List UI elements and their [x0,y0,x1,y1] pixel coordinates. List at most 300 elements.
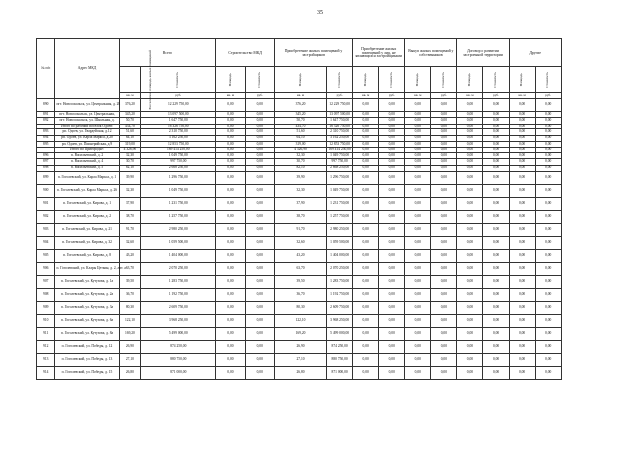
cell-construction-cost: 0,00 [245,210,274,223]
cell-total-cost: 2 980 250,00 [141,223,216,236]
cell-buyout-cost: 0,00 [431,118,457,124]
cell-total-area: 169,20 [119,327,141,340]
row-number: 909 [37,301,55,314]
group-header-construction: Строительство МКД [216,39,275,67]
cell-buyout-area: 0,00 [405,129,431,135]
cell-non-developer-cost: 0,00 [379,353,405,366]
cell-other-area: 0,00 [509,135,535,141]
row-number: 890 [37,99,55,112]
cell-construction-area: 0,00 [216,124,245,129]
cell-contract-cost: 0,00 [483,327,509,340]
table-row [37,236,614,249]
cell-construction-area: 0,00 [216,262,245,275]
cell-contract-area: 0,00 [457,288,483,301]
cell-buyout-area: 0,00 [405,340,431,353]
cell-other-area: 0,00 [509,262,535,275]
cell-developer-area: 376,20 [274,99,326,112]
cell-contract-area: 0,00 [457,148,483,153]
table-row [37,249,614,262]
cell-buyout-area: 0,00 [405,288,431,301]
cell-non-developer-cost: 0,00 [379,99,405,112]
cell-total-cost: 12 229 750,00 [141,99,216,112]
cell-contract-cost: 0,00 [483,314,509,327]
cell-construction-cost: 0,00 [245,340,274,353]
cell-buyout-cost: 0,00 [431,314,457,327]
cell-construction-cost: 0,00 [245,301,274,314]
cell-buyout-cost: 0,00 [431,135,457,141]
cell-total-cost: 1 404 000,00 [141,249,216,262]
cell-other-cost: 0,00 [535,210,561,223]
cell-other-cost: 0,00 [535,112,561,118]
cell-non-developer-area: 0,00 [353,184,379,197]
row-address: пгт. Новосокольск, ул. Школьная, д. [55,118,119,124]
cell-contract-cost: 0,00 [483,124,509,129]
cell-other-cost: 0,00 [535,171,561,184]
cell-buyout-area: 0,00 [405,159,431,165]
cell-non-developer-area: 0,00 [353,153,379,159]
row-number: 900 [37,184,55,197]
cell-other-cost: 0,00 [535,301,561,314]
cell-non-developer-area: 0,00 [353,236,379,249]
housing-register-table [36,38,614,380]
cell-construction-cost: 0,00 [245,262,274,275]
row-address: п. Васильевский, д. 5 [55,165,119,171]
cell-construction-cost: 0,00 [245,275,274,288]
cell-construction-area: 0,00 [216,171,245,184]
sub-header-area: Площадь [457,67,483,93]
cell-developer-area: 26,80 [274,366,326,379]
cell-contract-cost: 0,00 [483,301,509,314]
cell-construction-cost: 0,00 [245,197,274,210]
cell-developer-cost: 1 192 750,00 [327,288,353,301]
cell-construction-cost: 0,00 [245,112,274,118]
cell-buyout-cost: 0,00 [431,99,457,112]
cell-total-cost: 3 162 250,00 [141,135,216,141]
cell-construction-cost: 0,00 [245,99,274,112]
table-row [37,210,614,223]
cell-buyout-cost: 0,00 [431,366,457,379]
cell-contract-area: 0,00 [457,159,483,165]
cell-contract-area: 0,00 [457,262,483,275]
cell-non-developer-cost: 0,00 [379,159,405,165]
cell-contract-area: 0,00 [457,353,483,366]
cell-non-developer-area: 0,00 [353,301,379,314]
group-header-development-contract: Договор о развитии застроенной территории [457,39,509,67]
cell-non-developer-cost: 0,00 [379,314,405,327]
cell-other-cost: 0,00 [535,118,561,124]
cell-contract-cost: 0,00 [483,99,509,112]
cell-total-area: 36,70 [119,288,141,301]
cell-other-cost: 0,00 [535,353,561,366]
table-row [37,366,614,379]
cell-other-cost: 0,00 [535,148,561,153]
cell-construction-cost: 0,00 [245,153,274,159]
row-address: пгт. Новосокольск, ул. Центральная, [55,112,119,118]
cell-buyout-cost: 0,00 [431,223,457,236]
cell-other-area: 0,00 [509,197,535,210]
row-number: 904 [37,236,55,249]
row-address: п. Гоголевский, ул. Клары Цеткин, д. 2, лит. а [55,262,119,275]
unit-sqm: кв. м [457,93,483,99]
cell-non-developer-area: 0,00 [353,327,379,340]
table-row [37,275,614,288]
cell-contract-area: 0,00 [457,223,483,236]
row-number: 893 [37,129,55,135]
cell-buyout-cost: 0,00 [431,129,457,135]
table-row [37,353,614,366]
cell-developer-cost: 2 310 750,00 [327,129,353,135]
cell-buyout-cost: 0,00 [431,153,457,159]
cell-total-cost: 1 192 750,00 [141,288,216,301]
row-number: 898 [37,165,55,171]
cell-developer-area: 122,10 [274,314,326,327]
cell-contract-area: 0,00 [457,141,483,147]
cell-non-developer-cost: 0,00 [379,165,405,171]
cell-contract-cost: 0,00 [483,288,509,301]
cell-contract-cost: 0,00 [483,112,509,118]
cell-buyout-area: 0,00 [405,184,431,197]
cell-developer-area: 43,20 [274,249,326,262]
cell-contract-cost: 0,00 [483,223,509,236]
cell-other-cost: 0,00 [535,314,561,327]
row-address: п. Гоголевский, ул. Кутузова, д. 1а [55,275,119,288]
cell-non-developer-cost: 0,00 [379,275,405,288]
group-header-buyout: Выкуп жилых помещений у собственников [405,39,457,67]
table-row [37,340,614,353]
cell-non-developer-area: 0,00 [353,366,379,379]
cell-other-area: 0,00 [509,275,535,288]
cell-construction-area: 0,00 [216,118,245,124]
sub-header-cost: Стоимость [483,67,509,93]
cell-non-developer-cost: 0,00 [379,223,405,236]
cell-other-area: 0,00 [509,141,535,147]
cell-buyout-area: 0,00 [405,118,431,124]
row-address: п. Гоголевский, ул. Победы, д. 13 [55,353,119,366]
cell-total-area: 39,50 [119,275,141,288]
cell-buyout-cost: 0,00 [431,184,457,197]
cell-contract-area: 0,00 [457,314,483,327]
group-header-total: Всего [119,39,216,67]
cell-total-area: 32,60 [119,236,141,249]
cell-total-area: 43,20 [119,249,141,262]
cell-construction-area: 0,00 [216,99,245,112]
cell-construction-cost: 0,00 [245,314,274,327]
cell-total-area: 63,70 [119,262,141,275]
cell-developer-cost: 1 647 750,00 [327,118,353,124]
cell-buyout-cost: 0,00 [431,249,457,262]
row-number: 899 [37,171,55,184]
cell-contract-area: 0,00 [457,135,483,141]
cell-construction-area: 0,00 [216,353,245,366]
cell-non-developer-cost: 0,00 [379,171,405,184]
row-address: п. Гоголевский, ул. Победы, д. 15 [55,366,119,379]
cell-developer-area: 169,20 [274,327,326,340]
col-header-num: № п/п [37,39,55,99]
sub-header-area: Площадь [405,67,431,93]
row-address: рп. Одоев, ул. Карла Маркса, д.20 [55,135,119,141]
unit-sqm: кв. м [216,93,245,99]
unit-sqm: кв. м [509,93,535,99]
cell-non-developer-cost: 0,00 [379,366,405,379]
cell-other-cost: 0,00 [535,184,561,197]
cell-buyout-area: 0,00 [405,165,431,171]
table-row [37,99,614,112]
sub-header-area: Площадь [353,67,379,93]
row-number: 896 [37,153,55,159]
cell-total-area: 122,10 [119,314,141,327]
cell-developer-cost: 874 250,00 [327,340,353,353]
cell-non-developer-area: 0,00 [353,135,379,141]
cell-construction-area: 0,00 [216,327,245,340]
row-address: Итого по Пригородье: [55,148,119,153]
row-address: п. Гоголевский, ул. Кирова, д. 21 [55,223,119,236]
cell-construction-cost: 0,00 [245,129,274,135]
cell-non-developer-area: 0,00 [353,99,379,112]
cell-other-cost: 0,00 [535,249,561,262]
cell-non-developer-area: 0,00 [353,288,379,301]
row-number: 912 [37,340,55,353]
row-number: 895 [37,141,55,147]
cell-non-developer-area: 0,00 [353,141,379,147]
cell-construction-cost: 0,00 [245,249,274,262]
group-header-acquisition-developers: Приобретение жилых помещений у застройщиков [274,39,352,67]
unit-sqm: кв. м [274,93,326,99]
cell-developer-area: 38,70 [274,210,326,223]
table-row [37,301,614,314]
cell-construction-area: 0,00 [216,197,245,210]
cell-developer-cost: 2 668 250,00 [327,165,353,171]
cell-total-area: 26,80 [119,366,141,379]
cell-developer-cost: 2 070 250,00 [327,262,353,275]
cell-other-area: 0,00 [509,301,535,314]
row-address: Итого по рабочий поселок Одоев: [55,124,119,129]
cell-non-developer-area: 0,00 [353,275,379,288]
cell-developer-cost: 5 499 000,00 [327,327,353,340]
unit-rub: руб. [141,93,216,99]
cell-contract-cost: 0,00 [483,340,509,353]
row-number: 908 [37,288,55,301]
cell-non-developer-cost: 0,00 [379,118,405,124]
cell-total-cost: 2 310 750,00 [141,129,216,135]
row-number: 905 [37,249,55,262]
row-address: п. Гоголевский, ул. Карла Маркса, д. 1 [55,171,119,184]
cell-developer-cost: 169 414 250,00 [328,147,351,152]
cell-total-area: 38,70 [119,210,141,223]
cell-total-cost: 1 231 750,00 [141,197,216,210]
row-address: п. Гоголевский, ул. Кутузова, д. 8а [55,327,119,340]
cell-other-cost: 0,00 [535,288,561,301]
cell-other-cost: 0,00 [535,159,561,165]
cell-buyout-area: 0,00 [405,366,431,379]
cell-total-area: 4 326,90 [119,148,141,153]
cell-construction-cost: 0,00 [245,159,274,165]
cell-non-developer-area: 0,00 [353,210,379,223]
cell-other-area: 0,00 [509,165,535,171]
cell-contract-area: 0,00 [457,171,483,184]
cell-developer-cost: 1 231 750,00 [327,197,353,210]
cell-other-cost: 0,00 [535,327,561,340]
cell-contract-area: 0,00 [457,366,483,379]
row-address: п. Гоголевский, ул. Кирова, д. 1 [55,197,119,210]
cell-buyout-area: 0,00 [405,171,431,184]
cell-buyout-cost: 0,00 [431,112,457,118]
cell-contract-cost: 0,00 [483,171,509,184]
row-number: 906 [37,262,55,275]
sub-header-area: Площадь [509,67,535,93]
cell-total-cost: 1 283 750,00 [141,275,216,288]
cell-total-cost: 2 668 250,00 [141,165,216,171]
cell-contract-area: 0,00 [457,153,483,159]
cell-construction-cost: 0,00 [245,327,274,340]
cell-contract-cost: 0,00 [483,210,509,223]
cell-construction-area: 0,00 [216,159,245,165]
cell-non-developer-area: 0,00 [353,159,379,165]
sub-header-settled-area: Расселяемая площадь жилых помещений [119,67,141,93]
cell-total-cost: 1 647 750,00 [141,118,216,124]
cell-construction-area: 0,00 [216,129,245,135]
cell-non-developer-cost: 0,00 [379,288,405,301]
cell-other-area: 0,00 [509,99,535,112]
cell-non-developer-area: 0,00 [353,197,379,210]
row-number: 907 [37,275,55,288]
cell-developer-cost: 13 097 500,00 [327,112,353,118]
col-header-address: Адрес МКД [55,39,119,99]
cell-developer-cost: 3 968 250,00 [327,314,353,327]
row-address: п. Гоголевский, ул. Карла Маркса, д. 26 [55,184,119,197]
row-address: п. Гоголевский, ул. Победы, д. 12 [55,340,119,353]
cell-construction-cost: 0,00 [245,184,274,197]
cell-buyout-area: 0,00 [405,262,431,275]
cell-total-area: 376,20 [119,99,141,112]
table-row [37,171,614,184]
cell-other-cost: 0,00 [535,197,561,210]
cell-non-developer-cost: 0,00 [379,301,405,314]
cell-contract-cost: 0,00 [483,184,509,197]
cell-developer-area: 30,70 [274,159,326,165]
cell-construction-area: 0,00 [216,301,245,314]
cell-total-area: 51,60 [119,129,141,135]
cell-construction-cost: 0,00 [245,223,274,236]
unit-sqm: кв. м [353,93,379,99]
cell-total-area: 64,10 [119,135,141,141]
sub-header-cost: Стоимость [141,67,216,93]
unit-rub: руб. [431,93,457,99]
cell-developer-cost: 12 229 750,00 [327,99,353,112]
cell-buyout-area: 0,00 [405,314,431,327]
cell-buyout-cost: 0,00 [431,340,457,353]
cell-contract-cost: 0,00 [483,197,509,210]
cell-developer-area: 27,10 [274,353,326,366]
cell-other-area: 0,00 [509,148,535,153]
cell-non-developer-area: 0,00 [353,124,379,129]
unit-rub: руб. [327,93,353,99]
cell-construction-cost: 0,00 [245,165,274,171]
cell-contract-area: 0,00 [457,112,483,118]
cell-buyout-area: 0,00 [405,301,431,314]
cell-contract-cost: 0,00 [483,159,509,165]
cell-construction-cost: 0,00 [245,124,274,129]
table-row [37,197,614,210]
cell-total-cost: 2 070 250,00 [141,262,216,275]
cell-developer-area: 345,20 [274,112,326,118]
row-address: п. Гоголевский, ул. Кирова, д. 32 [55,236,119,249]
cell-construction-cost: 0,00 [245,236,274,249]
row-number: 894 [37,135,55,141]
row-number: 897 [37,159,55,165]
cell-other-area: 0,00 [509,223,535,236]
cell-non-developer-cost: 0,00 [379,262,405,275]
cell-developer-area: 51,60 [274,129,326,135]
cell-non-developer-area: 0,00 [353,148,379,153]
cell-buyout-area: 0,00 [405,353,431,366]
cell-other-cost: 0,00 [535,366,561,379]
cell-other-area: 0,00 [509,171,535,184]
cell-non-developer-area: 0,00 [353,118,379,124]
cell-developer-area: 82,10 [274,165,326,171]
cell-buyout-area: 0,00 [405,210,431,223]
cell-non-developer-cost: 0,00 [379,340,405,353]
cell-buyout-cost: 0,00 [431,301,457,314]
cell-total-cost: 12 853 750,00 [141,141,216,147]
cell-buyout-area: 0,00 [405,124,431,129]
cell-developer-area: 319,00 [274,141,326,147]
cell-non-developer-area: 0,00 [353,223,379,236]
cell-non-developer-cost: 0,00 [379,129,405,135]
cell-contract-cost: 0,00 [483,153,509,159]
cell-contract-area: 0,00 [457,210,483,223]
row-number: 903 [37,223,55,236]
cell-construction-area: 0,00 [216,184,245,197]
cell-contract-cost: 0,00 [483,353,509,366]
cell-total-area: 30,70 [119,159,141,165]
unit-rub: руб. [379,93,405,99]
cell-developer-area: 91,70 [274,223,326,236]
row-number: 910 [37,314,55,327]
table-row [37,288,614,301]
row-number: 902 [37,210,55,223]
cell-buyout-area: 0,00 [405,99,431,112]
table-body [37,99,614,380]
cell-total-area: 319,00 [119,141,141,147]
cell-non-developer-area: 0,00 [353,262,379,275]
cell-developer-area: 4 326,90 [274,148,326,153]
cell-buyout-cost: 0,00 [431,236,457,249]
cell-other-cost: 0,00 [535,340,561,353]
cell-buyout-cost: 0,00 [431,353,457,366]
cell-buyout-area: 0,00 [405,327,431,340]
cell-developer-area: 434,70 [274,124,326,129]
page-number: 35 [317,10,323,16]
cell-non-developer-area: 0,00 [353,353,379,366]
cell-total-cost: 13 097 500,00 [141,112,216,118]
cell-buyout-cost: 0,00 [431,124,457,129]
cell-non-developer-area: 0,00 [353,314,379,327]
cell-construction-cost: 0,00 [245,135,274,141]
cell-total-cost: 1 049 750,00 [141,153,216,159]
cell-non-developer-cost: 0,00 [379,148,405,153]
cell-contract-cost: 0,00 [483,129,509,135]
cell-construction-cost: 0,00 [245,148,274,153]
sub-header-cost: Стоимость [535,67,561,93]
cell-other-cost: 0,00 [535,223,561,236]
cell-construction-cost: 0,00 [245,141,274,147]
cell-other-area: 0,00 [509,124,535,129]
cell-total-area: 32,30 [119,184,141,197]
cell-contract-area: 0,00 [457,236,483,249]
sub-header-area: Площадь [274,67,326,93]
cell-non-developer-cost: 0,00 [379,153,405,159]
cell-buyout-area: 0,00 [405,135,431,141]
